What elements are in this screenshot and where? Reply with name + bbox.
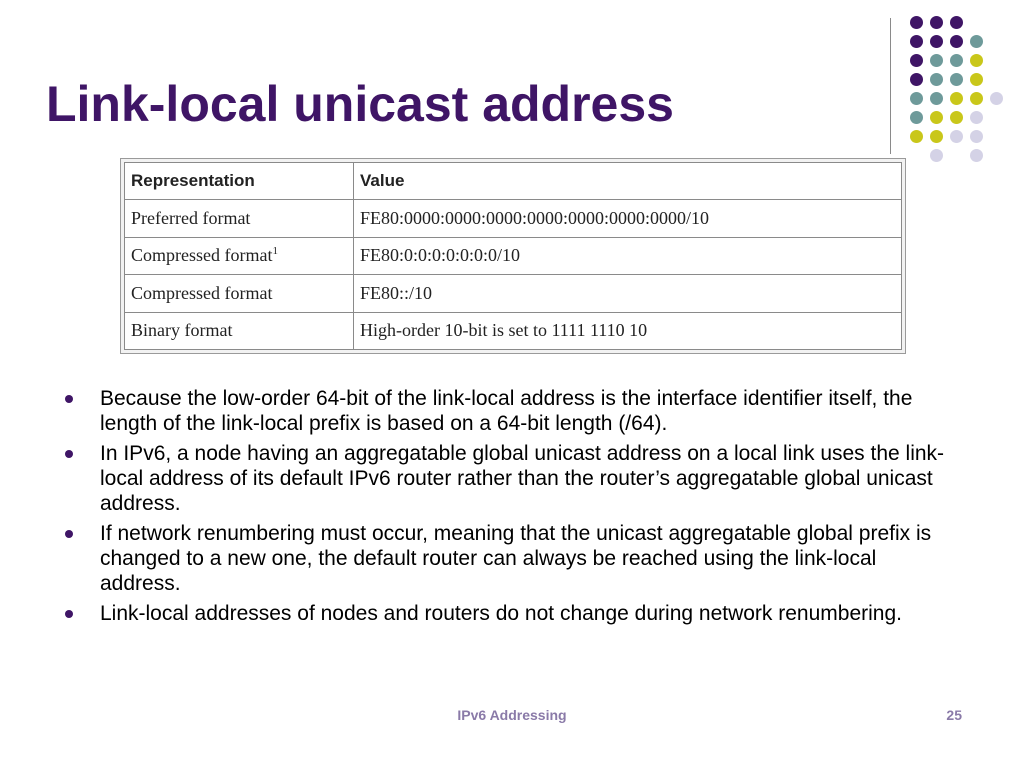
cell-representation — [125, 200, 354, 238]
cell-value: FE80:0:0:0:0:0:0:0/10 — [354, 237, 902, 275]
decor-dot — [930, 111, 943, 124]
decor-dot — [910, 16, 923, 29]
decor-dot — [950, 92, 963, 105]
bullet-item: Link-local addresses of nodes and routers do not change during network renumbering. — [62, 601, 962, 626]
table-row — [125, 237, 902, 275]
decor-dot — [970, 130, 983, 143]
bullet-item: In IPv6, a node having an aggregatable global unicast address on a local link uses the link-local address of its default IPv6 router rather than the router’s aggregatable global unicast address. — [62, 441, 962, 516]
decor-dot — [930, 35, 943, 48]
decor-dot — [910, 130, 923, 143]
decor-dot — [990, 92, 1003, 105]
cell-value: High-order 10-bit is set to 1111 1110 10 — [354, 312, 902, 350]
decor-dot — [930, 73, 943, 86]
bullet-item: Because the low-order 64-bit of the link-local address is the interface identifier itself, the length of the link-local prefix is based on a 64-bit length (/64). — [62, 386, 962, 436]
header-value: Value — [354, 163, 902, 200]
representation-text: Binary format — [131, 320, 233, 341]
decor-dot — [910, 92, 923, 105]
cell-representation — [125, 312, 354, 350]
cell-value: FE80:0000:0000:0000:0000:0000:0000:0000/10 — [354, 200, 902, 238]
decor-dot — [930, 16, 943, 29]
decor-dot — [930, 149, 943, 162]
decor-dot — [970, 111, 983, 124]
decorative-dot-grid — [904, 10, 1014, 170]
cell-representation — [125, 275, 354, 313]
bullet-list — [62, 386, 962, 631]
address-representation-table — [120, 158, 906, 354]
representation-text: Compressed format — [131, 282, 273, 303]
table-row — [125, 312, 902, 350]
table-header-row — [125, 163, 902, 200]
decor-dot — [910, 73, 923, 86]
cell-value: FE80::/10 — [354, 275, 902, 313]
table-row — [125, 200, 902, 238]
page-number: 25 — [946, 707, 962, 723]
decor-dot — [930, 54, 943, 67]
bullet-item: If network renumbering must occur, meaning that the unicast aggregatable global prefix is changed to a new one, the default router can always be reached using the link-local address. — [62, 521, 962, 596]
title-divider-line — [890, 18, 891, 154]
decor-dot — [970, 73, 983, 86]
decor-dot — [930, 130, 943, 143]
decor-dot — [950, 16, 963, 29]
representation-text: Preferred format — [131, 207, 251, 228]
decor-dot — [910, 35, 923, 48]
decor-dot — [950, 54, 963, 67]
slide-title: Link-local unicast address — [46, 76, 674, 132]
decor-dot — [930, 92, 943, 105]
representation-text: Compressed format — [131, 245, 273, 266]
decor-dot — [950, 111, 963, 124]
decor-dot — [910, 111, 923, 124]
address-table — [124, 162, 902, 350]
table-row — [125, 275, 902, 313]
footer-title: IPv6 Addressing — [457, 707, 567, 723]
decor-dot — [950, 35, 963, 48]
decor-dot — [970, 149, 983, 162]
footnote-marker: 1 — [272, 245, 278, 258]
decor-dot — [970, 92, 983, 105]
decor-dot — [970, 35, 983, 48]
decor-dot — [910, 54, 923, 67]
header-representation: Representation — [125, 163, 354, 200]
decor-dot — [970, 54, 983, 67]
decor-dot — [950, 130, 963, 143]
cell-representation — [125, 237, 354, 275]
decor-dot — [950, 73, 963, 86]
